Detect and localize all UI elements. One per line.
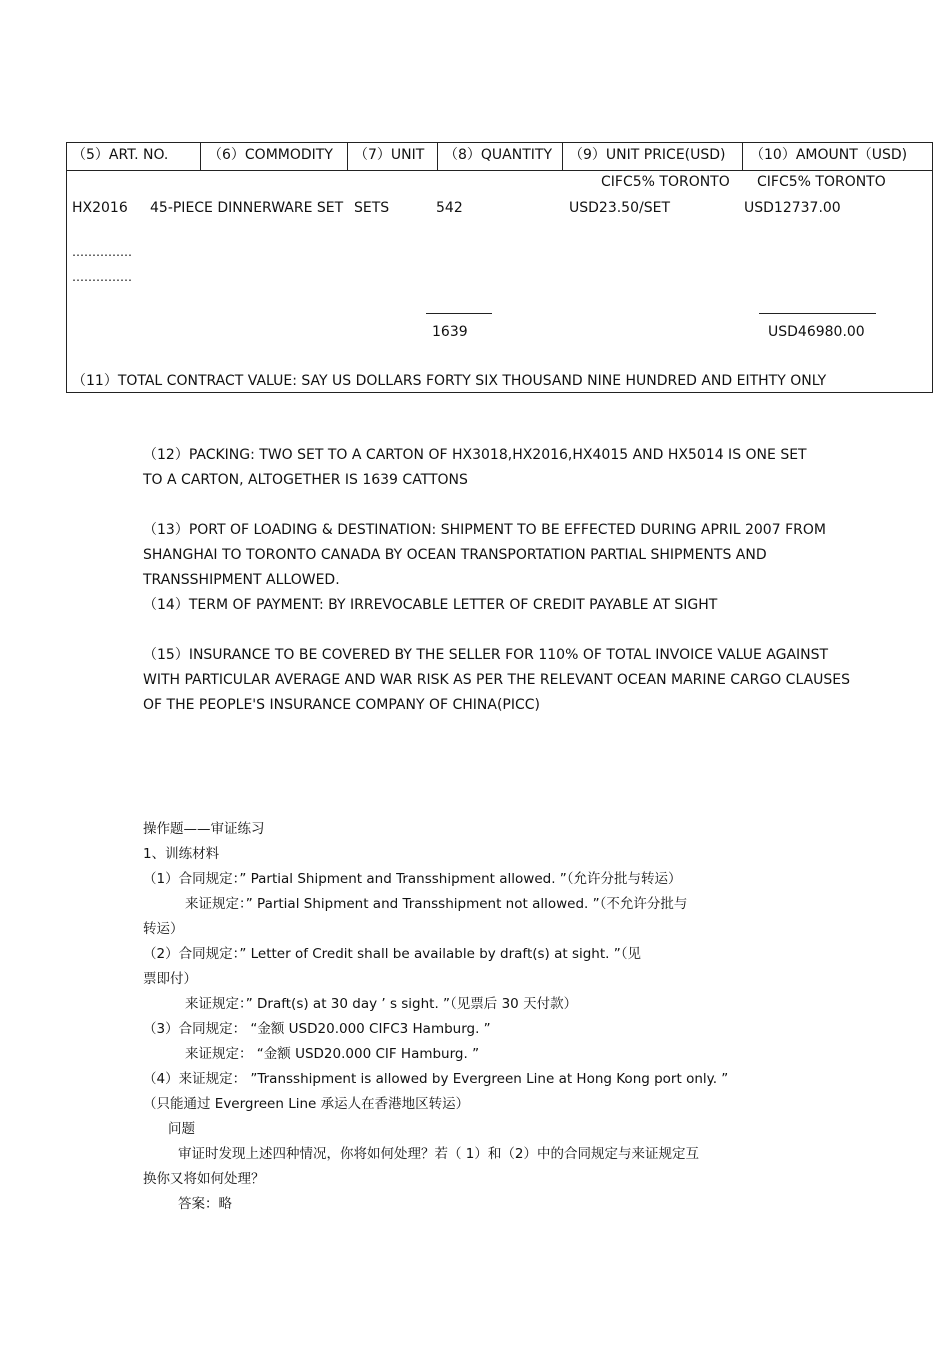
item4-note: （只能通过 Evergreen Line 承运人在香港地区转运）	[143, 1096, 470, 1112]
payment-clause: （14）TERM OF PAYMENT: BY IRREVOCABLE LETTER OF CREDIT PAYABLE AT SIGHT	[143, 597, 718, 613]
clause-line: TO A CARTON, ALTOGETHER IS 1639 CATTONS	[143, 472, 468, 488]
total-contract-value: （11）TOTAL CONTRACT VALUE: SAY US DOLLARS FORTY SIX THOUSAND NINE HUNDRED AND EITHTY ONLY	[72, 373, 827, 389]
header-unit: （7）UNIT	[354, 147, 425, 163]
cell-unit: SETS	[354, 200, 390, 216]
item3-contract: （3）合同规定： “金额 USD20.000 CIFC3 Hamburg. ”	[143, 1021, 491, 1037]
item2-lc: 来证规定：” Draft(s) at 30 day ’ s sight. ”（见票后 30 天付款）	[185, 996, 578, 1012]
item2-contract: （2）合同规定：” Letter of Credit shall be available by draft(s) at sight. ”（见	[143, 946, 641, 962]
column-divider	[742, 142, 743, 170]
item1-lc: 来证规定：” Partial Shipment and Transshipment not allowed. ”（不允许分批与	[185, 896, 688, 912]
header-amount: （10）AMOUNT（USD)	[750, 147, 908, 163]
cell-amount: USD12737.00	[744, 200, 841, 216]
exercise-title: 操作题——审证练习	[143, 821, 265, 837]
item4-lc: （4）来证规定： ”Transshipment is allowed by Evergreen Line at Hong Kong port only. ”	[143, 1071, 729, 1087]
total-quantity: 1639	[432, 324, 468, 340]
header-commodity: （6）COMMODITY	[208, 147, 333, 163]
table-header-divider	[66, 170, 933, 171]
packing-clause	[143, 443, 833, 493]
item2-contract-continued: 票即付）	[143, 971, 197, 987]
column-divider	[437, 142, 438, 170]
cell-unit-price: USD23.50/SET	[569, 200, 670, 216]
question-label: 问题	[168, 1121, 195, 1137]
column-divider	[562, 142, 563, 170]
header-unit-price: （9）UNIT PRICE(USD)	[569, 147, 726, 163]
port-clause	[143, 518, 833, 618]
clause-line: TRANSSHIPMENT ALLOWED.	[143, 572, 340, 588]
amount-term: CIFC5% TORONTO	[757, 174, 886, 190]
column-divider	[200, 142, 201, 170]
column-divider	[347, 142, 348, 170]
item3-lc: 来证规定： “金额 USD20.000 CIF Hamburg. ”	[185, 1046, 480, 1062]
clause-line: OF THE PEOPLE'S INSURANCE COMPANY OF CHINA(PICC)	[143, 697, 541, 713]
clause-line: WITH PARTICULAR AVERAGE AND WAR RISK AS PER THE RELEVANT OCEAN MARINE CARGO CLAUSES	[143, 672, 851, 688]
exercise-section	[143, 817, 833, 1217]
insurance-clause	[143, 643, 851, 718]
header-art-no: （5）ART. NO.	[72, 147, 169, 163]
ellipsis-row: ……………	[72, 270, 132, 284]
quantity-total-rule	[426, 313, 492, 314]
total-amount: USD46980.00	[768, 324, 865, 340]
question-text-continued: 换你又将如何处理？	[143, 1171, 265, 1187]
question-text: 审证时发现上述四种情况，你将如何处理？若（ 1）和（2）中的合同规定与来证规定互	[178, 1146, 699, 1162]
item1-lc-continued: 转运）	[143, 921, 184, 937]
amount-total-rule	[759, 313, 876, 314]
cell-commodity: 45-PIECE DINNERWARE SET	[150, 200, 344, 216]
clause-line: （13）PORT OF LOADING & DESTINATION: SHIPMENT TO BE EFFECTED DURING APRIL 2007 FROM	[143, 522, 826, 538]
cell-quantity: 542	[436, 200, 463, 216]
clause-line: （12）PACKING: TWO SET TO A CARTON OF HX3018,HX2016,HX4015 AND HX5014 IS ONE SET	[143, 447, 807, 463]
price-term: CIFC5% TORONTO	[601, 174, 730, 190]
answer: 答案：略	[178, 1196, 232, 1212]
header-quantity: （8）QUANTITY	[444, 147, 553, 163]
item1-contract: （1）合同规定：” Partial Shipment and Transshipment allowed. ”（允许分批与转运）	[143, 871, 682, 887]
ellipsis-row: ……………	[72, 245, 132, 259]
cell-art-no: HX2016	[72, 200, 128, 216]
clause-line: SHANGHAI TO TORONTO CANADA BY OCEAN TRANSPORTATION PARTIAL SHIPMENTS AND	[143, 547, 767, 563]
clause-line: （15）INSURANCE TO BE COVERED BY THE SELLER FOR 110% OF TOTAL INVOICE VALUE AGAINST	[143, 647, 829, 663]
exercise-subtitle: 1、训练材料	[143, 846, 220, 862]
